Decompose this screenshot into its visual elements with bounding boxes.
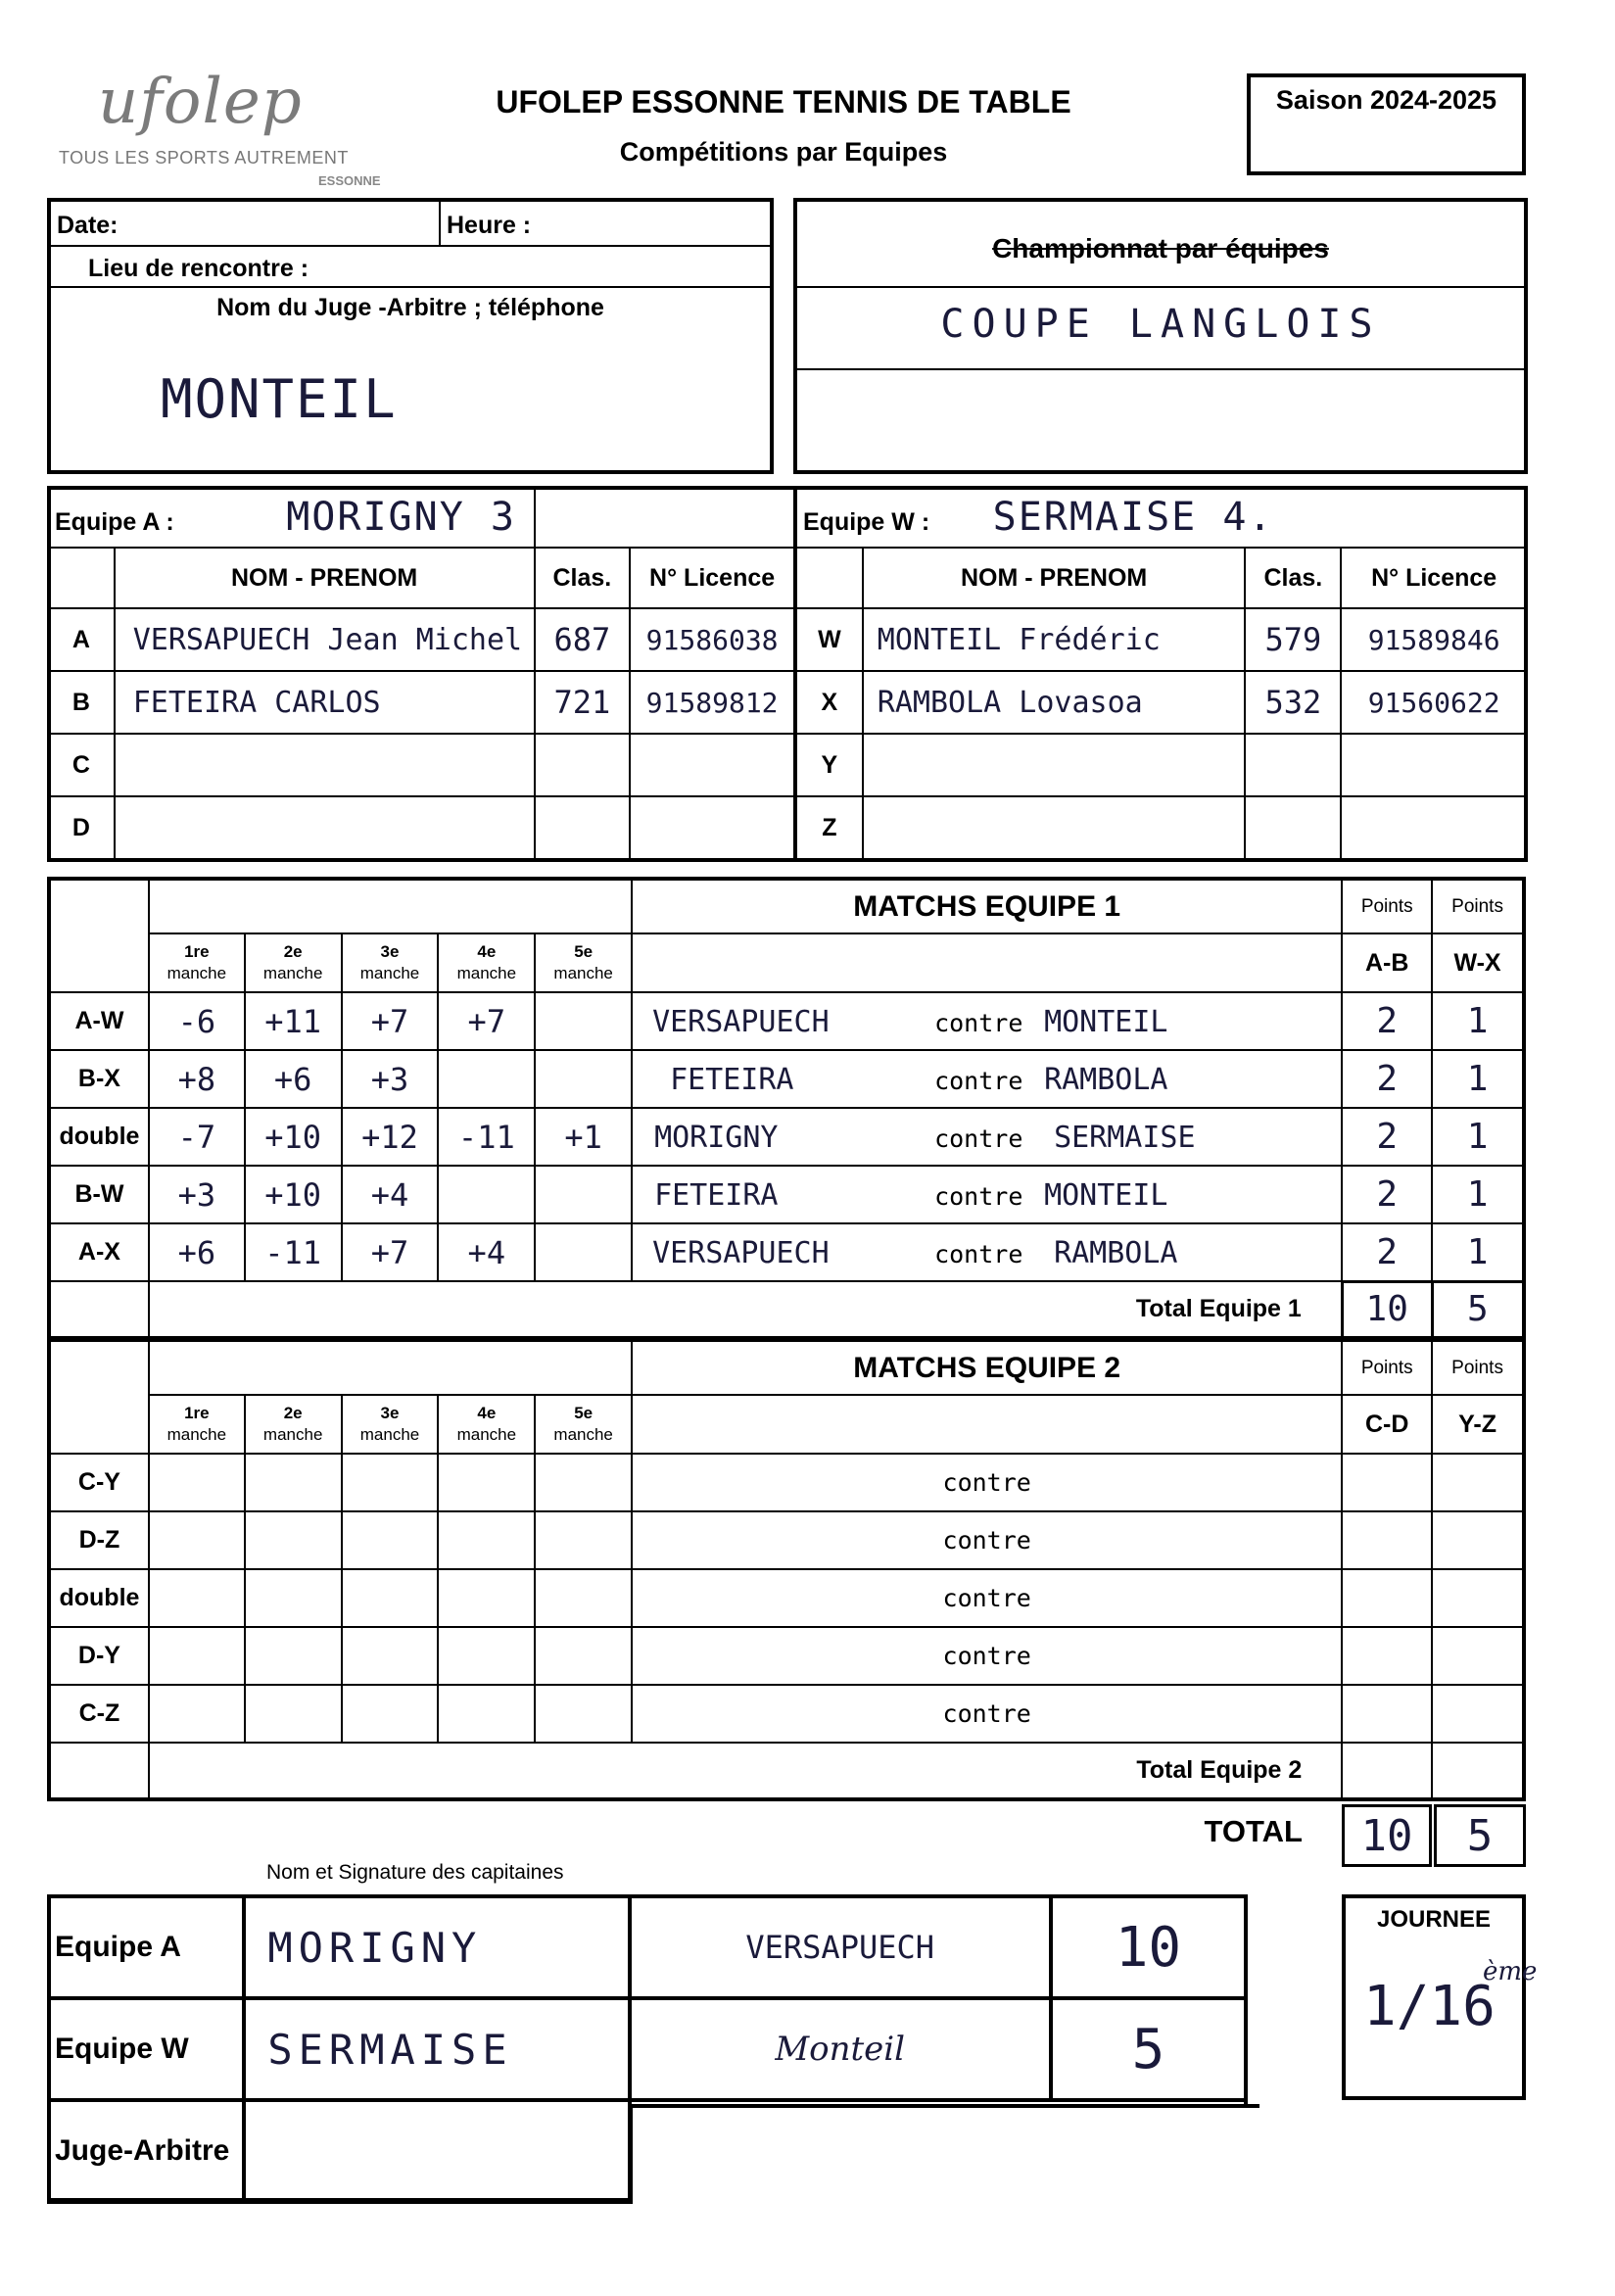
pts-left-label: C-D: [1342, 1395, 1432, 1454]
set-score: [438, 1050, 535, 1108]
juge-value: MONTEIL: [161, 368, 398, 430]
points-w: 1: [1432, 1108, 1524, 1166]
competition-box: [793, 198, 1528, 474]
captain-row: [49, 1998, 1246, 2100]
set-score: +4: [342, 1166, 439, 1223]
journee-label: JOURNEE: [1376, 1906, 1492, 1933]
player-name: MONTEIL Frédéric: [863, 608, 1246, 671]
match-row: [49, 1166, 1524, 1223]
points-a: 2: [1342, 1050, 1432, 1108]
col-nom-left: NOM - PRENOM: [115, 548, 535, 608]
matches1-title: MATCHS EQUIPE 1: [632, 879, 1342, 933]
captain-club: SERMAISE: [244, 1998, 629, 2100]
set-score: +4: [438, 1223, 535, 1281]
grand-total-label: TOTAL: [1204, 1814, 1303, 1848]
set-score: +12: [342, 1108, 439, 1166]
page-title: UFOLEP ESSONNE TENNIS DE TABLE: [496, 84, 1071, 120]
player-row: [796, 671, 1527, 734]
player-letter: A: [48, 608, 115, 671]
equipe-a-value: MORIGNY 3: [286, 495, 516, 540]
points-w: 1: [1432, 1050, 1524, 1108]
set-score: +10: [245, 1166, 342, 1223]
total-equipe-1-w: 5: [1432, 1281, 1524, 1338]
contre-label: contre: [934, 1240, 1023, 1268]
points-a: 2: [1342, 1108, 1432, 1166]
journee-box: [1342, 1894, 1538, 2100]
player-letter: Z: [796, 796, 863, 859]
points-w: 1: [1432, 1166, 1524, 1223]
col-clas-left: Clas.: [535, 548, 631, 608]
match-right-player: MONTEIL: [1044, 1005, 1168, 1039]
set-score: +7: [438, 992, 535, 1050]
total-equipe-1-label: Total Equipe 1: [149, 1281, 1342, 1338]
match-left-player: FETEIRA: [654, 1178, 779, 1213]
manche-header: 4e manche: [438, 1395, 535, 1454]
equipe-w-label: Equipe W :: [803, 508, 930, 536]
set-score: -7: [149, 1108, 245, 1166]
set-score: +7: [342, 992, 439, 1050]
match-row: [49, 1511, 1524, 1569]
captain-score: 10: [1051, 1896, 1246, 1998]
points-label: Points: [1342, 879, 1432, 933]
captain-row: [49, 1896, 1246, 1998]
player-letter: B: [48, 671, 115, 734]
total-equipe-1-a: 10: [1342, 1281, 1432, 1338]
player-licence: 91589812: [630, 671, 794, 734]
captain-signature: VERSAPUECH: [630, 1896, 1051, 1998]
player-row: [48, 671, 794, 734]
manche-header: 1re manche: [149, 1395, 245, 1454]
match-row: [49, 1223, 1524, 1281]
manche-header: 4e manche: [438, 933, 535, 992]
col-licence-right: N° Licence: [1341, 548, 1527, 608]
player-licence: 91560622: [1341, 671, 1527, 734]
player-name: VERSAPUECH Jean Michel: [115, 608, 535, 671]
matches-equipe-1: [47, 877, 1526, 1340]
set-score: +6: [245, 1050, 342, 1108]
points-label: Points: [1342, 1340, 1432, 1395]
match-info-box: [47, 198, 774, 474]
captains-title: Nom et Signature des capitaines: [266, 1861, 564, 1884]
match-code: B-X: [49, 1050, 149, 1108]
contre-label: contre: [632, 1454, 1342, 1511]
player-licence: 91589846: [1341, 608, 1527, 671]
equipe-w-value: SERMAISE 4.: [992, 495, 1274, 540]
set-score: +10: [245, 1108, 342, 1166]
match-left-player: VERSAPUECH: [652, 1236, 830, 1270]
match-left-player: VERSAPUECH: [652, 1005, 830, 1039]
set-score: [535, 1050, 632, 1108]
championnat-label: Championnat par équipes: [992, 233, 1329, 263]
match-row: [49, 1569, 1524, 1627]
total-equipe-2-label: Total Equipe 2: [149, 1743, 1342, 1799]
set-score: +3: [342, 1050, 439, 1108]
match-code: C-Z: [49, 1685, 149, 1743]
player-clas: 579: [1245, 608, 1341, 671]
manche-header: 1re manche: [149, 933, 245, 992]
set-score: [535, 992, 632, 1050]
matches-equipe-2: [47, 1338, 1526, 1801]
player-row: [48, 734, 794, 796]
pts-right-label: W-X: [1432, 933, 1524, 992]
match-right-player: MONTEIL: [1044, 1178, 1168, 1213]
grand-total-w: 5: [1434, 1804, 1526, 1867]
contre-label: contre: [632, 1511, 1342, 1569]
logo-word: ufolep: [98, 66, 303, 138]
player-clas: 687: [535, 608, 631, 671]
player-letter: W: [796, 608, 863, 671]
points-w: 1: [1432, 992, 1524, 1050]
match-row: [49, 1454, 1524, 1511]
manche-header: 2e manche: [245, 933, 342, 992]
player-row: [796, 796, 1527, 859]
match-right-player: SERMAISE: [1054, 1121, 1196, 1155]
player-clas: 721: [535, 671, 631, 734]
captain-score: 5: [1051, 1998, 1246, 2100]
contre-label: contre: [632, 1685, 1342, 1743]
juge-label: Nom du Juge -Arbitre ; téléphone: [216, 294, 604, 321]
journee-suffix: ème: [1483, 1957, 1538, 1986]
date-label: Date:: [57, 212, 119, 239]
heure-label: Heure :: [447, 212, 532, 239]
manche-header: 3e manche: [342, 933, 439, 992]
col-nom-right: NOM - PRENOM: [863, 548, 1246, 608]
grand-total-a: 10: [1342, 1804, 1432, 1867]
manche-header: 5e manche: [535, 933, 632, 992]
players-table-right: [795, 486, 1528, 860]
player-row: [796, 608, 1527, 671]
match-row: [49, 1627, 1524, 1685]
manche-header: 3e manche: [342, 1395, 439, 1454]
player-clas: 532: [1245, 671, 1341, 734]
pts-right-label: Y-Z: [1432, 1395, 1524, 1454]
players-table-left: [47, 486, 795, 860]
match-code: B-W: [49, 1166, 149, 1223]
lieu-label: Lieu de rencontre :: [88, 255, 309, 282]
points-a: 2: [1342, 1223, 1432, 1281]
points-label: Points: [1432, 879, 1524, 933]
set-score: -6: [149, 992, 245, 1050]
matches2-title: MATCHS EQUIPE 2: [632, 1340, 1342, 1395]
player-licence: 91586038: [630, 608, 794, 671]
pts-left-label: A-B: [1342, 933, 1432, 992]
competition-value: COUPE LANGLOIS: [940, 302, 1381, 347]
points-a: 2: [1342, 1166, 1432, 1223]
match-row: [49, 1108, 1524, 1166]
player-row: [48, 608, 794, 671]
col-clas-right: Clas.: [1245, 548, 1341, 608]
points-label: Points: [1432, 1340, 1524, 1395]
player-name: RAMBOLA Lovasoa: [863, 671, 1246, 734]
match-left-player: MORIGNY: [654, 1121, 779, 1155]
match-code: double: [49, 1569, 149, 1627]
contre-label: contre: [934, 1182, 1023, 1211]
captain-club: MORIGNY: [244, 1896, 629, 1998]
journee-value: 1/16: [1363, 1975, 1496, 2038]
set-score: [535, 1223, 632, 1281]
points-a: 2: [1342, 992, 1432, 1050]
set-score: +11: [245, 992, 342, 1050]
contre-label: contre: [632, 1627, 1342, 1685]
season-label: Saison 2024-2025: [1275, 85, 1497, 115]
page-subtitle: Compétitions par Equipes: [619, 137, 948, 167]
set-score: +1: [535, 1108, 632, 1166]
contre-label: contre: [632, 1569, 1342, 1627]
set-score: -11: [438, 1108, 535, 1166]
set-score: -11: [245, 1223, 342, 1281]
set-score: +8: [149, 1050, 245, 1108]
match-code: A-X: [49, 1223, 149, 1281]
player-row: [48, 796, 794, 859]
points-w: 1: [1432, 1223, 1524, 1281]
match-left-player: FETEIRA: [670, 1063, 794, 1097]
match-code: double: [49, 1108, 149, 1166]
match-row: [49, 992, 1524, 1050]
captain-label: Equipe A: [49, 1896, 244, 1998]
player-name: FETEIRA CARLOS: [115, 671, 535, 734]
logo-tagline: TOUS LES SPORTS AUTREMENT: [59, 148, 349, 167]
set-score: [438, 1166, 535, 1223]
captain-label: Equipe W: [49, 1998, 244, 2100]
set-score: +7: [342, 1223, 439, 1281]
logo: [54, 54, 406, 196]
captain-signature: Monteil: [630, 1998, 1051, 2100]
match-code: D-Z: [49, 1511, 149, 1569]
player-row: [796, 734, 1527, 796]
match-row: [49, 1050, 1524, 1108]
match-code: C-Y: [49, 1454, 149, 1511]
manche-header: 5e manche: [535, 1395, 632, 1454]
match-code: D-Y: [49, 1627, 149, 1685]
match-row: [49, 1685, 1524, 1743]
manche-header: 2e manche: [245, 1395, 342, 1454]
logo-subline: ESSONNE: [318, 173, 381, 188]
match-right-player: RAMBOLA: [1044, 1063, 1168, 1097]
match-right-player: RAMBOLA: [1054, 1236, 1178, 1270]
player-letter: D: [48, 796, 115, 859]
player-letter: X: [796, 671, 863, 734]
contre-label: contre: [934, 1067, 1023, 1095]
match-code: A-W: [49, 992, 149, 1050]
set-score: [535, 1166, 632, 1223]
captain-label: Juge-Arbitre: [49, 2100, 244, 2202]
set-score: +3: [149, 1166, 245, 1223]
set-score: +6: [149, 1223, 245, 1281]
contre-label: contre: [934, 1124, 1023, 1153]
season-box: [1247, 73, 1526, 175]
player-letter: Y: [796, 734, 863, 796]
col-licence-left: N° Licence: [630, 548, 794, 608]
contre-label: contre: [934, 1009, 1023, 1037]
equipe-a-label: Equipe A :: [55, 508, 174, 536]
player-letter: C: [48, 734, 115, 796]
